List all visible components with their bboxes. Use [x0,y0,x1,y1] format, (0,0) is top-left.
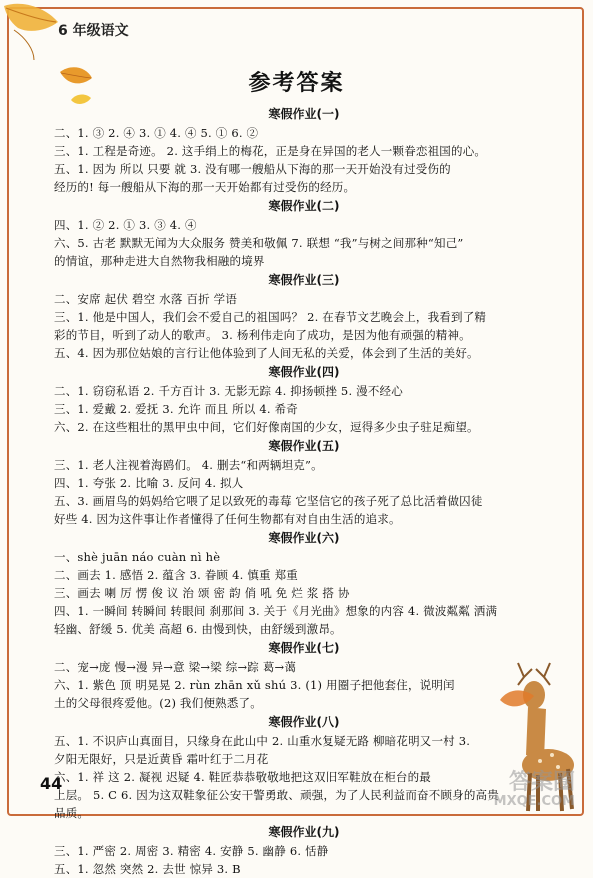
watermark [494,771,575,809]
answer-line: 土的父母很疼爱他。(2) 我们便熟悉了。 [54,696,262,710]
watermark-url: MXQE.COM [493,793,575,809]
answer-line: 四、1. 一瞬间 转瞬间 转眼间 刹那间 3. 关于《月光曲》想象的内容 4. 微波粼粼 洒满 [54,604,498,618]
answer-line: 四、1. 夸张 2. 比喻 3. 反问 4. 拟人 [54,476,244,490]
answer-line: 经历的! 每一艘船从下海的那一天开始都有过受伤的经历。 [54,180,356,194]
section-9 [54,823,554,878]
answer-line: 二、1. 窃窃私语 2. 千方百计 3. 无影无踪 4. 抑扬顿挫 5. 漫不经心 [54,384,403,398]
section-heading: 寒假作业(九) [268,825,340,839]
answer-line: 五、3. 画眉鸟的妈妈给它喂了足以致死的毒莓 它坚信它的孩子死了总比活着做囚徒 [54,494,483,508]
grade-header: 6 年级语文 [58,23,129,39]
watermark-brand: 答案圈 [508,769,575,795]
section-3 [54,271,554,362]
answer-line: 二、宠→庞 慢→漫 异→意 梁→梁 综→踪 葛→蔼 [54,660,297,674]
answer-line: 五、1. 因为 所以 只要 就 3. 没有哪一艘船从下海的那一天开始没有过受伤的 [54,162,451,176]
page-title: 参考答案 [248,71,345,96]
section-4 [54,363,554,436]
answer-line: 二、画去 1. 感悟 2. 蕴含 3. 眷顾 4. 慎重 郑重 [54,568,298,582]
answer-line: 夕阳无限好，只是近黄昏 霜叶红于二月花 [54,752,269,766]
answer-line: 五、1. 不识庐山真面目，只缘身在此山中 2. 山重水复疑无路 柳暗花明又一村 3. [54,734,471,748]
answer-line: 三、1. 爱戴 2. 爱抚 3. 允许 而且 所以 4. 希奇 [54,402,298,416]
answer-line: 二、安席 起伏 碧空 水落 百折 学语 [54,292,238,306]
answer-line: 三、1. 他是中国人，我们会不爱自己的祖国吗？ 2. 在春节文艺晚会上，我看到了精 [54,310,487,324]
answer-line: 三、1. 工程是奇迹。 2. 这手绢上的梅花，正是身在异国的老人一颗眷恋祖国的心。 [54,144,487,158]
section-heading: 寒假作业(四) [268,365,340,379]
section-heading: 寒假作业(八) [268,715,340,729]
answer-content [54,104,554,878]
answer-line: 三、画去 喇 厉 愣 俊 议 治 颂 密 韵 俏 吼 免 烂 浆 搭 协 [54,586,350,600]
section-1 [54,105,554,196]
answer-line: 的情谊，那种走进大自然物我相融的境界 [54,254,265,268]
section-7 [54,639,554,712]
section-2 [54,197,554,270]
section-6 [54,529,554,638]
answer-line: 五、1. 忽然 突然 2. 去世 惊异 3. B [54,862,241,876]
answer-line: 二、1. ③ 2. ④ 3. ① 4. ④ 5. ① 6. ② [54,126,259,140]
answer-line: 彩的节目，听到了动人的歌声。 3. 杨利伟走向了成功，是因为他有顽强的精神。 [54,328,471,342]
section-heading: 寒假作业(二) [268,199,340,213]
answer-line: 好些 4. 因为这件事让作者懂得了任何生物都有对自由生活的追求。 [54,512,401,526]
section-heading: 寒假作业(一) [268,107,340,121]
section-heading: 寒假作业(三) [268,273,340,287]
answer-line: 五、4. 因为那位姑娘的言行让他体验到了人间无私的关爱，体会到了生活的美好。 [54,346,479,360]
answer-line: 六、5. 古老 默默无闻为大众服务 赞美和敬佩 7. 联想 “我”与树之间那种“知己” [54,236,464,250]
answer-line: 三、1. 严密 2. 周密 3. 精密 4. 安静 5. 幽静 6. 恬静 [54,844,329,858]
answer-line: 一、shè juān náo cuàn nì hè [54,550,221,564]
section-heading: 寒假作业(五) [268,439,340,453]
answer-line: 三、1. 老人注视着海鸥们。 4. 删去“和两辆坦克”。 [54,458,323,472]
page-number: 44 [40,774,63,793]
answer-line: 上层。 5. C 6. 因为这双鞋象征公安干警勇敢、顽强，为了人民利益而奋不顾身的高贵 [54,788,499,802]
section-5 [54,437,554,528]
section-8 [54,713,554,822]
section-heading: 寒假作业(七) [268,641,340,655]
answer-line: 轻幽、舒缓 5. 优美 高超 6. 由慢到快，由舒缓到激昂。 [54,622,342,636]
answer-line: 六、2. 在这些粗壮的黑甲虫中间，它们好像南国的少女，逗得多少虫子驻足痴望。 [54,420,479,434]
answer-line: 六、1. 祥 这 2. 凝视 迟疑 4. 鞋匠恭恭敬敬地把这双旧军鞋放在柜台的最 [54,770,432,784]
answer-line: 品质。 [54,806,90,820]
section-heading: 寒假作业(六) [268,531,340,545]
answer-line: 六、1. 紫色 顶 明晃晃 2. rùn zhān xǔ shú 3. (1) 用圈子把他套住，说明闰 [54,678,455,692]
leaf-cluster-icon [498,686,538,716]
answer-line: 四、1. ② 2. ① 3. ③ 4. ④ [54,218,197,232]
